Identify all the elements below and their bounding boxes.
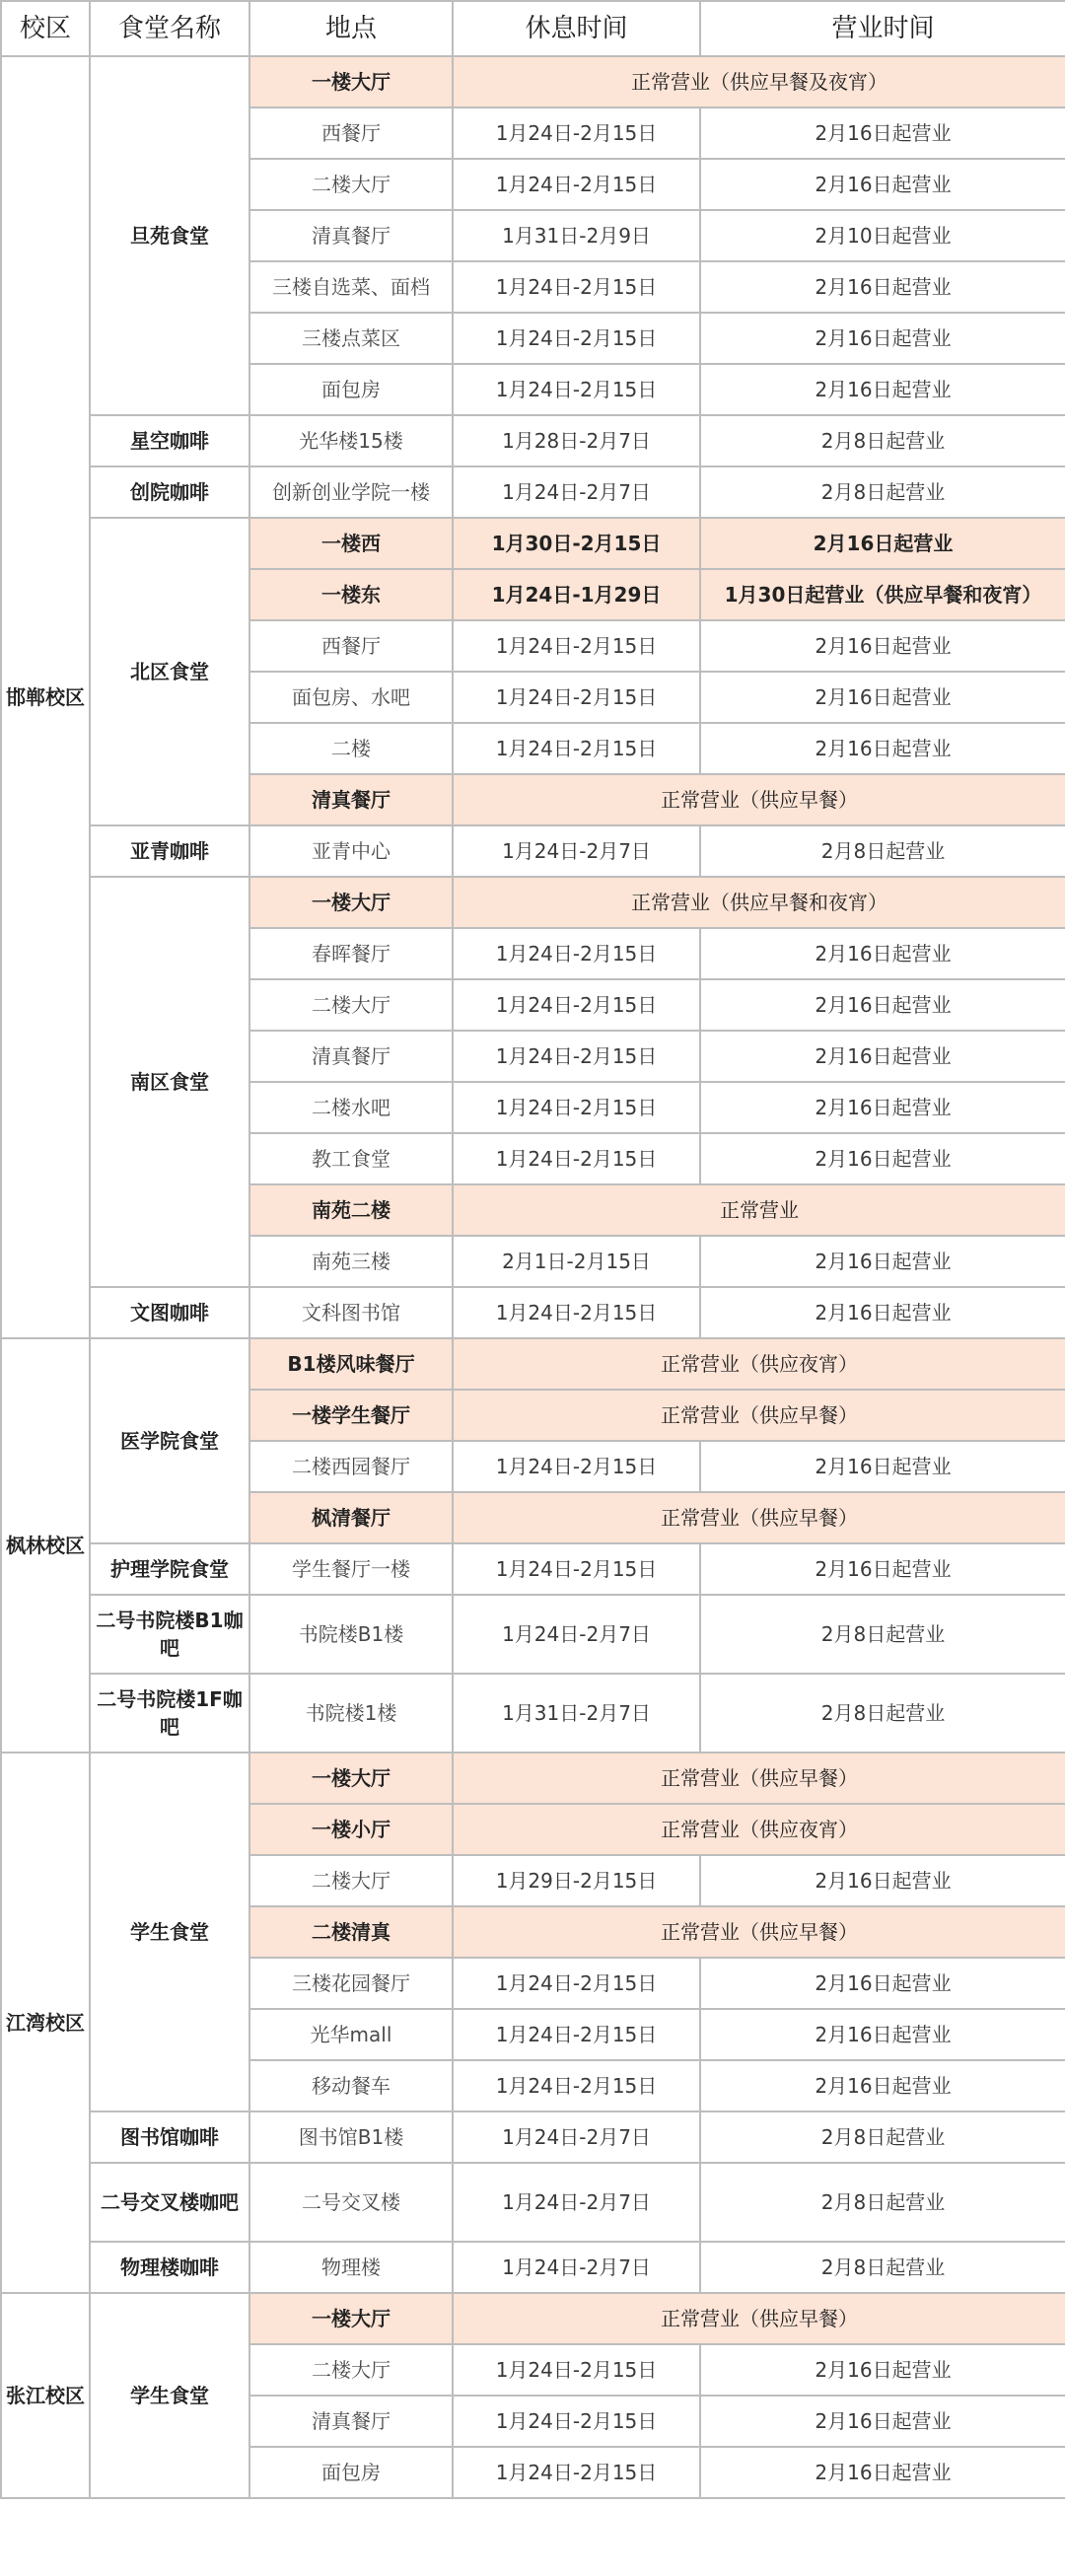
opening-time-cell: 2月16日起营业 (700, 672, 1065, 723)
opening-time-cell: 2月16日起营业 (700, 518, 1065, 569)
location-cell: 二楼大厅 (249, 1855, 453, 1906)
rest-period-cell: 1月31日-2月9日 (453, 210, 700, 261)
opening-time-cell: 2月8日起营业 (700, 825, 1065, 877)
rest-period-cell: 1月24日-2月7日 (453, 2111, 700, 2163)
opening-time-cell: 2月16日起营业 (700, 1082, 1065, 1133)
canteen-name-cell: 学生食堂 (90, 2293, 249, 2498)
opening-time-cell: 2月16日起营业 (700, 2344, 1065, 2396)
location-cell: 一楼小厅 (249, 1804, 453, 1855)
table-row (1, 1674, 1065, 1753)
rest-period-cell: 1月24日-2月15日 (453, 107, 700, 159)
table-row (1, 2242, 1065, 2293)
schedule-body (1, 56, 1065, 2498)
table-row (1, 1338, 1065, 1390)
opening-time-cell: 2月8日起营业 (700, 415, 1065, 466)
opening-time-cell: 2月10日起营业 (700, 210, 1065, 261)
location-cell: 教工食堂 (249, 1133, 453, 1184)
opening-time-cell: 2月16日起营业 (700, 2447, 1065, 2498)
location-cell: B1楼风味餐厅 (249, 1338, 453, 1390)
header-opening-time: 营业时间 (700, 1, 1065, 56)
rest-period-cell: 1月24日-2月15日 (453, 1958, 700, 2009)
opening-time-cell: 2月16日起营业 (700, 1031, 1065, 1082)
location-cell: 清真餐厅 (249, 1031, 453, 1082)
canteen-name-cell: 文图咖啡 (90, 1287, 249, 1338)
canteen-name-cell: 南区食堂 (90, 877, 249, 1287)
rest-period-cell: 1月24日-2月15日 (453, 1082, 700, 1133)
status-note-cell: 正常营业（供应早餐及夜宵） (453, 56, 1065, 107)
canteen-name-cell: 二号书院楼1F咖吧 (90, 1674, 249, 1753)
rest-period-cell: 1月24日-2月15日 (453, 261, 700, 313)
header-rest-period: 休息时间 (453, 1, 700, 56)
rest-period-cell: 1月28日-2月7日 (453, 415, 700, 466)
table-row (1, 1543, 1065, 1595)
location-cell: 三楼花园餐厅 (249, 1958, 453, 2009)
rest-period-cell: 1月24日-2月15日 (453, 2344, 700, 2396)
rest-period-cell: 1月24日-2月15日 (453, 620, 700, 672)
rest-period-cell: 1月24日-2月15日 (453, 928, 700, 979)
opening-time-cell: 2月16日起营业 (700, 979, 1065, 1031)
location-cell: 二楼 (249, 723, 453, 774)
status-note-cell: 正常营业（供应夜宵） (453, 1338, 1065, 1390)
rest-period-cell: 1月24日-2月7日 (453, 825, 700, 877)
canteen-name-cell: 医学院食堂 (90, 1338, 249, 1543)
campus-cell: 枫林校区 (1, 1338, 90, 1753)
location-cell: 面包房、水吧 (249, 672, 453, 723)
campus-cell: 江湾校区 (1, 1753, 90, 2293)
header-campus: 校区 (1, 1, 90, 56)
opening-time-cell: 2月16日起营业 (700, 1441, 1065, 1492)
status-note-cell: 正常营业（供应早餐） (453, 1390, 1065, 1441)
location-cell: 学生餐厅一楼 (249, 1543, 453, 1595)
opening-time-cell: 2月8日起营业 (700, 1674, 1065, 1753)
location-cell: 二楼水吧 (249, 1082, 453, 1133)
opening-time-cell: 2月8日起营业 (700, 1595, 1065, 1674)
rest-period-cell: 1月24日-2月15日 (453, 1543, 700, 1595)
opening-time-cell: 2月16日起营业 (700, 1543, 1065, 1595)
table-row (1, 1287, 1065, 1338)
rest-period-cell: 1月24日-2月15日 (453, 2009, 700, 2060)
location-cell: 春晖餐厅 (249, 928, 453, 979)
rest-period-cell: 1月24日-2月15日 (453, 1031, 700, 1082)
location-cell: 图书馆B1楼 (249, 2111, 453, 2163)
rest-period-cell: 1月24日-2月7日 (453, 2242, 700, 2293)
location-cell: 书院楼1楼 (249, 1674, 453, 1753)
location-cell: 一楼东 (249, 569, 453, 620)
opening-time-cell: 2月16日起营业 (700, 723, 1065, 774)
table-row (1, 518, 1065, 569)
opening-time-cell: 2月16日起营业 (700, 261, 1065, 313)
rest-period-cell: 2月1日-2月15日 (453, 1236, 700, 1287)
opening-time-cell: 2月8日起营业 (700, 2111, 1065, 2163)
location-cell: 西餐厅 (249, 620, 453, 672)
status-note-cell: 正常营业（供应早餐和夜宵） (453, 877, 1065, 928)
status-note-cell: 正常营业（供应夜宵） (453, 1804, 1065, 1855)
rest-period-cell: 1月24日-2月7日 (453, 2163, 700, 2242)
canteen-name-cell: 旦苑食堂 (90, 56, 249, 415)
opening-time-cell: 2月8日起营业 (700, 2242, 1065, 2293)
canteen-name-cell: 物理楼咖啡 (90, 2242, 249, 2293)
opening-time-cell: 2月16日起营业 (700, 2396, 1065, 2447)
opening-time-cell: 2月16日起营业 (700, 1287, 1065, 1338)
rest-period-cell: 1月24日-2月15日 (453, 979, 700, 1031)
table-row (1, 2293, 1065, 2344)
rest-period-cell: 1月24日-2月15日 (453, 1133, 700, 1184)
table-row (1, 825, 1065, 877)
rest-period-cell: 1月31日-2月7日 (453, 1674, 700, 1753)
table-row (1, 1753, 1065, 1804)
canteen-name-cell: 创院咖啡 (90, 466, 249, 518)
location-cell: 二楼大厅 (249, 159, 453, 210)
location-cell: 三楼点菜区 (249, 313, 453, 364)
opening-time-cell: 2月16日起营业 (700, 2060, 1065, 2111)
location-cell: 光华楼15楼 (249, 415, 453, 466)
rest-period-cell: 1月24日-2月15日 (453, 313, 700, 364)
opening-time-cell: 2月16日起营业 (700, 159, 1065, 210)
status-note-cell: 正常营业（供应早餐） (453, 1906, 1065, 1958)
location-cell: 二楼大厅 (249, 979, 453, 1031)
opening-time-cell: 2月16日起营业 (700, 1855, 1065, 1906)
canteen-name-cell: 亚青咖啡 (90, 825, 249, 877)
opening-time-cell: 2月16日起营业 (700, 107, 1065, 159)
canteen-name-cell: 北区食堂 (90, 518, 249, 825)
location-cell: 二楼西园餐厅 (249, 1441, 453, 1492)
location-cell: 一楼学生餐厅 (249, 1390, 453, 1441)
opening-time-cell: 2月16日起营业 (700, 1958, 1065, 2009)
rest-period-cell: 1月24日-2月7日 (453, 1595, 700, 1674)
location-cell: 创新创业学院一楼 (249, 466, 453, 518)
location-cell: 二楼大厅 (249, 2344, 453, 2396)
rest-period-cell: 1月24日-2月15日 (453, 672, 700, 723)
opening-time-cell: 2月16日起营业 (700, 620, 1065, 672)
status-note-cell: 正常营业（供应早餐） (453, 1492, 1065, 1543)
rest-period-cell: 1月24日-2月15日 (453, 2447, 700, 2498)
campus-cell: 张江校区 (1, 2293, 90, 2498)
rest-period-cell: 1月24日-2月15日 (453, 1441, 700, 1492)
location-cell: 物理楼 (249, 2242, 453, 2293)
location-cell: 清真餐厅 (249, 2396, 453, 2447)
rest-period-cell: 1月24日-2月15日 (453, 159, 700, 210)
location-cell: 面包房 (249, 364, 453, 415)
location-cell: 面包房 (249, 2447, 453, 2498)
opening-time-cell: 2月16日起营业 (700, 928, 1065, 979)
canteen-name-cell: 学生食堂 (90, 1753, 249, 2111)
location-cell: 一楼大厅 (249, 56, 453, 107)
rest-period-cell: 1月24日-2月15日 (453, 2396, 700, 2447)
location-cell: 书院楼B1楼 (249, 1595, 453, 1674)
canteen-name-cell: 二号交叉楼咖吧 (90, 2163, 249, 2242)
table-row (1, 415, 1065, 466)
location-cell: 文科图书馆 (249, 1287, 453, 1338)
rest-period-cell: 1月24日-2月7日 (453, 466, 700, 518)
status-note-cell: 正常营业 (453, 1184, 1065, 1236)
location-cell: 一楼大厅 (249, 877, 453, 928)
canteen-name-cell: 二号书院楼B1咖吧 (90, 1595, 249, 1674)
location-cell: 清真餐厅 (249, 210, 453, 261)
status-note-cell: 正常营业（供应早餐） (453, 2293, 1065, 2344)
campus-cell: 邯郸校区 (1, 56, 90, 1338)
header-canteen-name: 食堂名称 (90, 1, 249, 56)
location-cell: 清真餐厅 (249, 774, 453, 825)
location-cell: 西餐厅 (249, 107, 453, 159)
table-row (1, 2163, 1065, 2242)
rest-period-cell: 1月29日-2月15日 (453, 1855, 700, 1906)
location-cell: 一楼大厅 (249, 1753, 453, 1804)
rest-period-cell: 1月24日-2月15日 (453, 364, 700, 415)
opening-time-cell: 2月8日起营业 (700, 466, 1065, 518)
canteen-name-cell: 星空咖啡 (90, 415, 249, 466)
location-cell: 枫清餐厅 (249, 1492, 453, 1543)
location-cell: 南苑三楼 (249, 1236, 453, 1287)
location-cell: 南苑二楼 (249, 1184, 453, 1236)
rest-period-cell: 1月24日-2月15日 (453, 1287, 700, 1338)
opening-time-cell: 2月16日起营业 (700, 364, 1065, 415)
status-note-cell: 正常营业（供应早餐） (453, 774, 1065, 825)
canteen-name-cell: 图书馆咖啡 (90, 2111, 249, 2163)
location-cell: 一楼西 (249, 518, 453, 569)
header-row (1, 1, 1065, 56)
opening-time-cell: 2月16日起营业 (700, 313, 1065, 364)
opening-time-cell: 2月16日起营业 (700, 1236, 1065, 1287)
table-row (1, 466, 1065, 518)
location-cell: 二号交叉楼 (249, 2163, 453, 2242)
opening-time-cell: 2月16日起营业 (700, 2009, 1065, 2060)
opening-time-cell: 2月16日起营业 (700, 1133, 1065, 1184)
table-row (1, 1595, 1065, 1674)
canteen-name-cell: 护理学院食堂 (90, 1543, 249, 1595)
location-cell: 三楼自选菜、面档 (249, 261, 453, 313)
table-row (1, 877, 1065, 928)
rest-period-cell: 1月24日-1月29日 (453, 569, 700, 620)
opening-time-cell: 1月30日起营业（供应早餐和夜宵） (700, 569, 1065, 620)
status-note-cell: 正常营业（供应早餐） (453, 1753, 1065, 1804)
header-location: 地点 (249, 1, 453, 56)
location-cell: 亚青中心 (249, 825, 453, 877)
location-cell: 光华mall (249, 2009, 453, 2060)
opening-time-cell: 2月8日起营业 (700, 2163, 1065, 2242)
rest-period-cell: 1月24日-2月15日 (453, 2060, 700, 2111)
location-cell: 一楼大厅 (249, 2293, 453, 2344)
rest-period-cell: 1月30日-2月15日 (453, 518, 700, 569)
location-cell: 二楼清真 (249, 1906, 453, 1958)
table-row (1, 2111, 1065, 2163)
table-row (1, 56, 1065, 107)
rest-period-cell: 1月24日-2月15日 (453, 723, 700, 774)
location-cell: 移动餐车 (249, 2060, 453, 2111)
